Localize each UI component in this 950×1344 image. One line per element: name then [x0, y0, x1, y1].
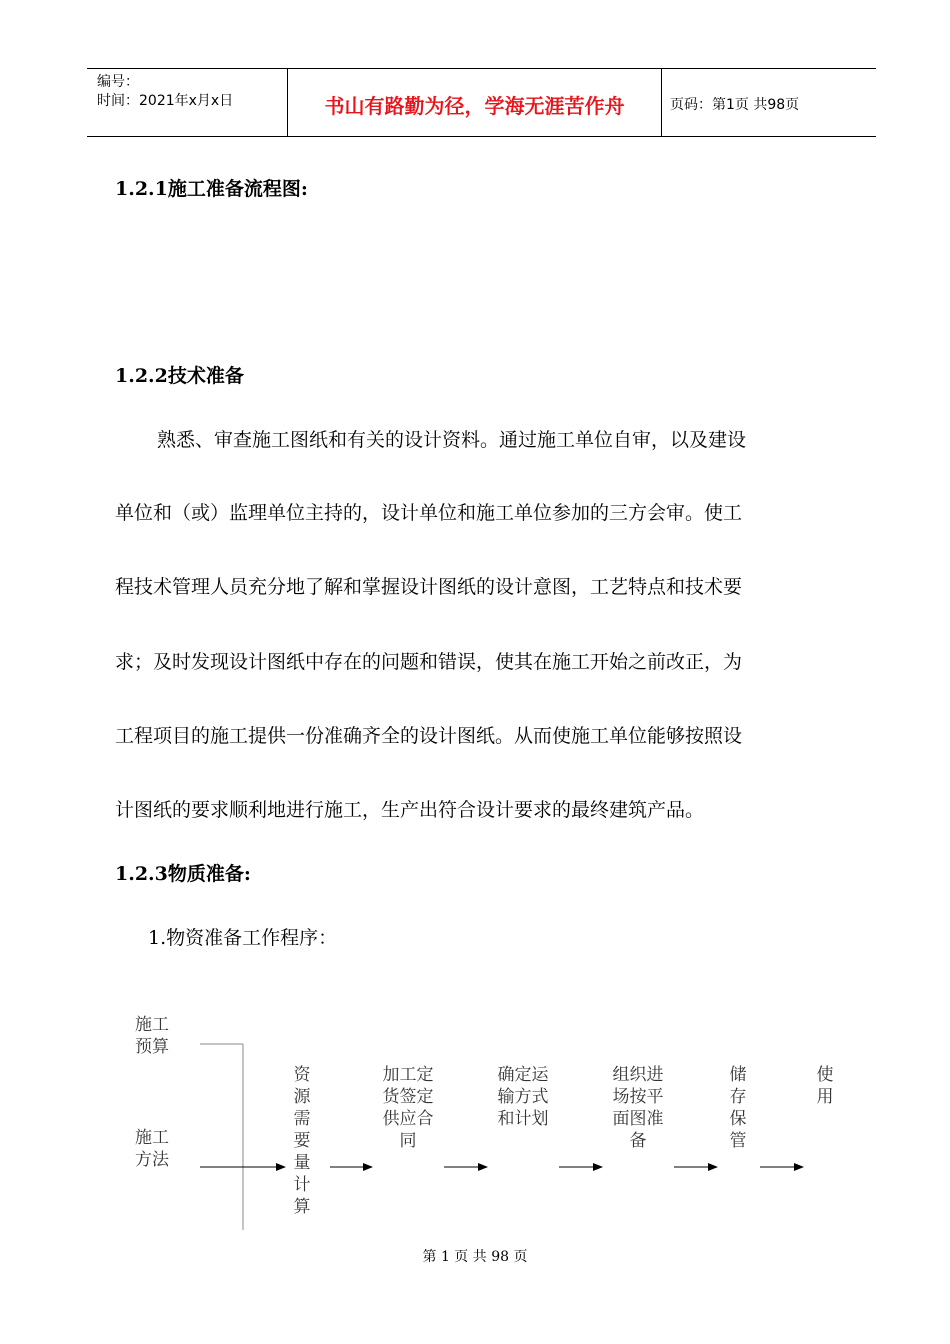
flow-text: 需: [293, 1109, 311, 1129]
flow-text: 货签定: [382, 1087, 434, 1107]
input-construction-budget: [135, 1014, 169, 1058]
paragraph-line: 单位和（或）监理单位主持的，设计单位和施工单位参加的三方会审。使工: [115, 502, 743, 524]
section-121-title: 1.2.1施工准备流程图:: [115, 178, 308, 200]
flow-text: 组织进: [612, 1065, 664, 1085]
flow-text: 同: [399, 1131, 417, 1151]
flow-text: 储: [729, 1065, 747, 1085]
input-construction-method: [135, 1127, 169, 1171]
section-123-title: 1.2.3物质准备:: [115, 863, 251, 885]
flow-text: 算: [293, 1197, 311, 1217]
flow-text: 和计划: [497, 1109, 549, 1129]
step-storage: [726, 1064, 750, 1152]
flow-text: 存: [729, 1087, 747, 1107]
flow-text: 加工定: [382, 1065, 434, 1085]
time-label: 时间：2021年x月x日: [97, 93, 234, 109]
flow-text: 输方式: [497, 1087, 549, 1107]
flow-text: 计: [293, 1175, 311, 1195]
step-resource-calculation: [290, 1064, 314, 1218]
step-transport-plan: [489, 1064, 557, 1130]
flow-text: 面图准: [612, 1109, 664, 1129]
flow-text: 施工: [135, 1015, 169, 1035]
flow-text: 源: [293, 1087, 311, 1107]
section-123-subtitle: 1.物资准备工作程序：: [148, 927, 338, 949]
flow-text: 确定运: [497, 1065, 549, 1085]
paragraph-line: 程技术管理人员充分地了解和掌握设计图纸的设计意图，工艺特点和技术要: [115, 576, 743, 598]
flow-text: 管: [729, 1131, 747, 1151]
flow-text: 预算: [135, 1037, 169, 1057]
flow-text: 量: [293, 1153, 311, 1173]
motto-text: 书山有路勤为径，学海无涯苦作舟: [324, 94, 625, 118]
flow-text: 场按平: [612, 1087, 664, 1107]
section-122-title: 1.2.2技术准备: [115, 365, 244, 387]
paragraph-line: 熟悉、审查施工图纸和有关的设计资料。通过施工单位自审，以及建设: [157, 429, 747, 451]
paragraph-line: 工程项目的施工提供一份准确齐全的设计图纸。从而使施工单位能够按照设: [115, 725, 743, 747]
flow-text: 施工: [135, 1128, 169, 1148]
step-use: [813, 1064, 837, 1108]
page-footer: 第 1 页 共 98 页: [422, 1249, 528, 1265]
page-info: 页码：第1页 共98页: [670, 97, 800, 113]
flow-text: 供应合: [382, 1109, 434, 1129]
step-supply-contract: [374, 1064, 442, 1152]
step-site-arrival: [604, 1064, 672, 1152]
flow-text: 要: [293, 1131, 311, 1151]
flow-text: 资: [293, 1065, 311, 1085]
flow-text: 备: [629, 1131, 647, 1151]
flow-text: 保: [729, 1109, 747, 1129]
flow-text: 用: [816, 1087, 834, 1107]
flow-text: 使: [816, 1065, 834, 1085]
paragraph-line: 求；及时发现设计图纸中存在的问题和错误，使其在施工开始之前改正，为: [115, 651, 743, 673]
flow-text: 方法: [135, 1150, 169, 1170]
number-label: 编号：: [97, 74, 139, 90]
paragraph-line: 计图纸的要求顺利地进行施工，生产出符合设计要求的最终建筑产品。: [115, 799, 705, 821]
